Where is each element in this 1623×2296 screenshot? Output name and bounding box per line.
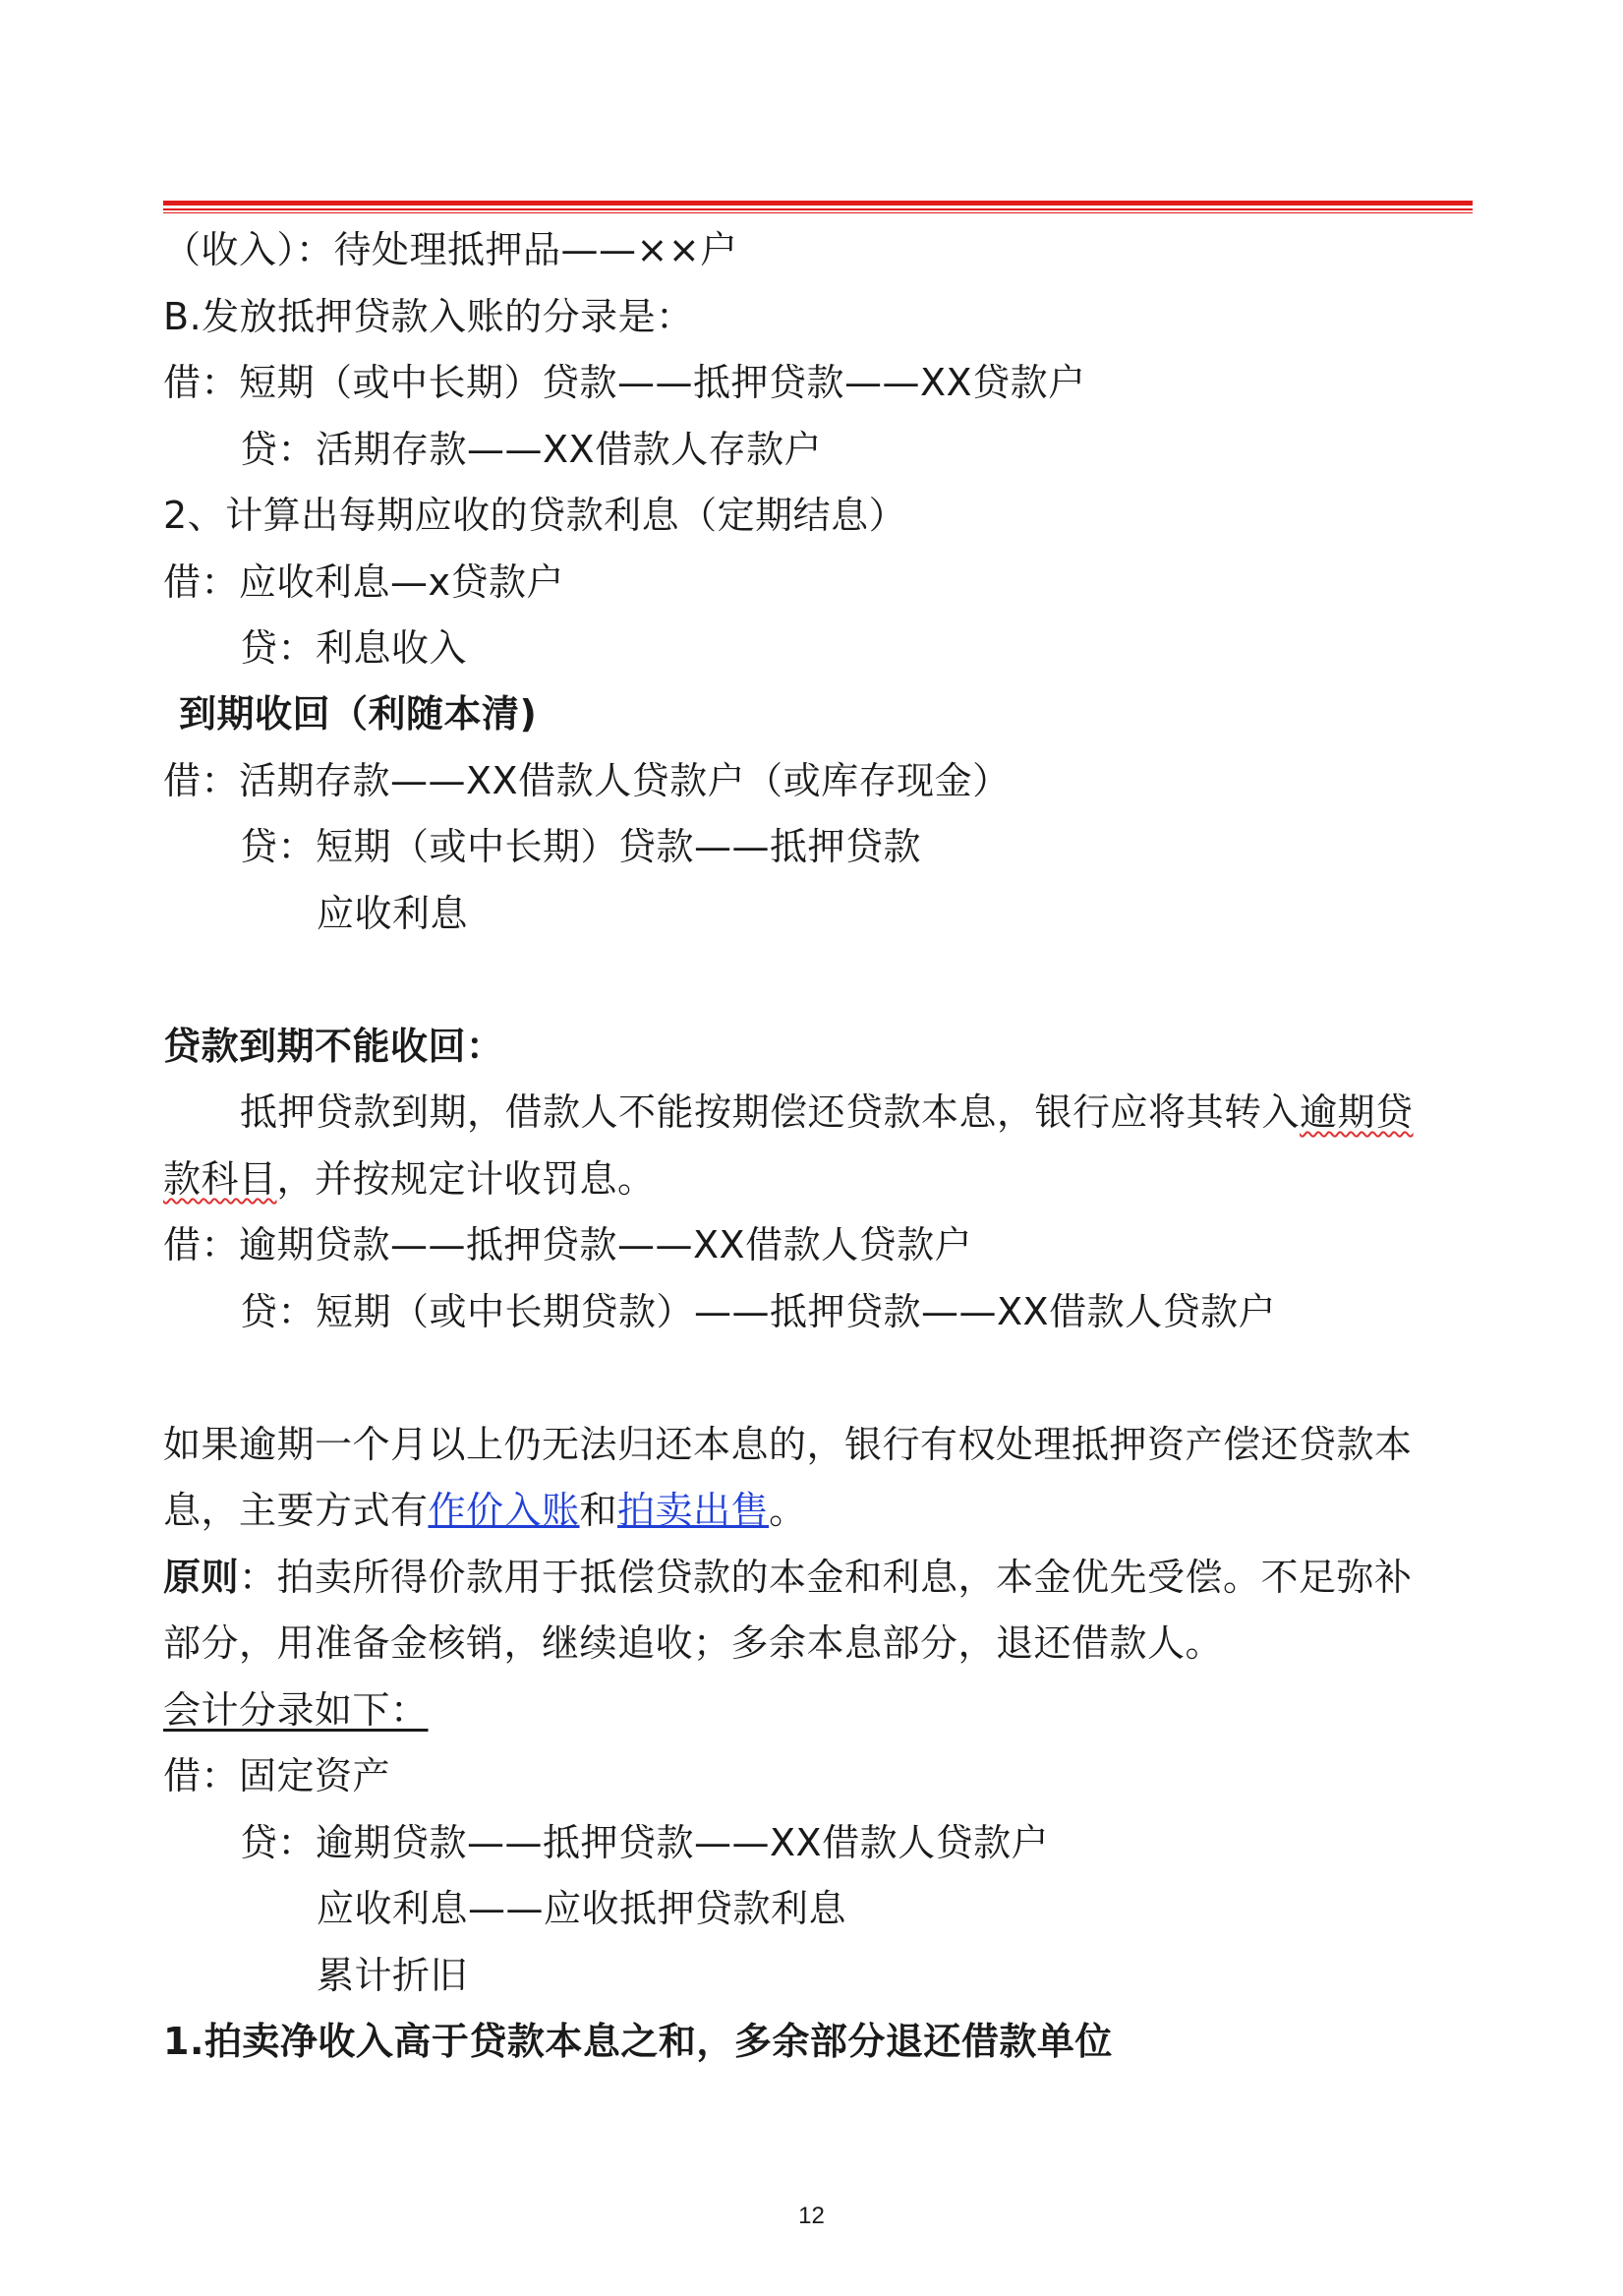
entry-line: 应收利息——应收抵押贷款利息 [317, 1887, 847, 1930]
paragraph-text: 息，主要方式有 [163, 1489, 429, 1532]
highlighted-term: 逾期贷 [1300, 1090, 1414, 1134]
paragraph-text: 和 [579, 1489, 618, 1532]
paragraph-text: ，并按规定计收罚息。 [276, 1157, 656, 1201]
entries-caption: 会计分录如下： [163, 1688, 429, 1732]
header-rule-thin [163, 208, 1473, 210]
paragraph-line [163, 1554, 1413, 1601]
entry-line: 应收利息 [317, 892, 469, 935]
paragraph-line [163, 1155, 656, 1203]
header-rule-thick [163, 201, 1473, 206]
entry-line: 贷：活期存款——XX借款人存款户 [240, 428, 823, 471]
entry-line: 累计折旧 [317, 1954, 469, 1997]
entry-line: 借：应收利息—x贷款户 [163, 560, 564, 604]
paragraph-line [240, 1089, 1414, 1136]
page-number: 12 [798, 2203, 825, 2229]
entry-line: 贷：利息收入 [240, 626, 468, 670]
section-heading: 1.拍卖净收入高于贷款本息之和，多余部分退还借款单位 [163, 2020, 1113, 2063]
header-rule-thin-2 [163, 212, 1473, 213]
entry-line: （收入）：待处理抵押品——××户 [163, 228, 738, 271]
link-auction-sale[interactable]: 拍卖出售 [617, 1489, 770, 1532]
paragraph-line [163, 1487, 807, 1534]
entry-line: 贷：逾期贷款——抵押贷款——XX借款人贷款户 [240, 1821, 1050, 1864]
entry-line: 借：固定资产 [163, 1754, 391, 1797]
paragraph-text: 抵押贷款到期，借款人不能按期偿还贷款本息，银行应将其转入 [240, 1090, 1301, 1134]
entry-line: 2、计算出每期应收的贷款利息（定期结息） [163, 494, 907, 537]
paragraph-text: 。 [769, 1489, 807, 1532]
entry-line: B.发放抵押贷款入账的分录是： [163, 295, 694, 338]
section-heading: 贷款到期不能收回： [163, 1025, 504, 1068]
entry-line: 贷：短期（或中长期）贷款——抵押贷款 [240, 825, 922, 868]
section-heading: 到期收回（利随本清) [179, 692, 538, 736]
principle-label: 原则 [163, 1556, 240, 1599]
paragraph-line: 部分，用准备金核销，继续追收；多余本息部分，退还借款人。 [163, 1621, 1224, 1665]
entry-line: 借：活期存款——XX借款人贷款户（或库存现金） [163, 759, 1011, 802]
highlighted-term: 款科目 [163, 1157, 277, 1201]
link-valuation-entry[interactable]: 作价入账 [428, 1489, 580, 1532]
entry-line: 借：逾期贷款——抵押贷款——XX借款人贷款户 [163, 1223, 973, 1266]
entry-line: 借：短期（或中长期）贷款——抵押贷款——XX贷款户 [163, 361, 1086, 404]
entry-line: 贷：短期（或中长期贷款）——抵押贷款——XX借款人贷款户 [240, 1290, 1277, 1333]
paragraph-text: ：拍卖所得价款用于抵偿贷款的本金和利息，本金优先受偿。不足弥补 [239, 1556, 1413, 1599]
paragraph-line: 如果逾期一个月以上仍无法归还本息的，银行有权处理抵押资产偿还贷款本 [163, 1423, 1413, 1466]
